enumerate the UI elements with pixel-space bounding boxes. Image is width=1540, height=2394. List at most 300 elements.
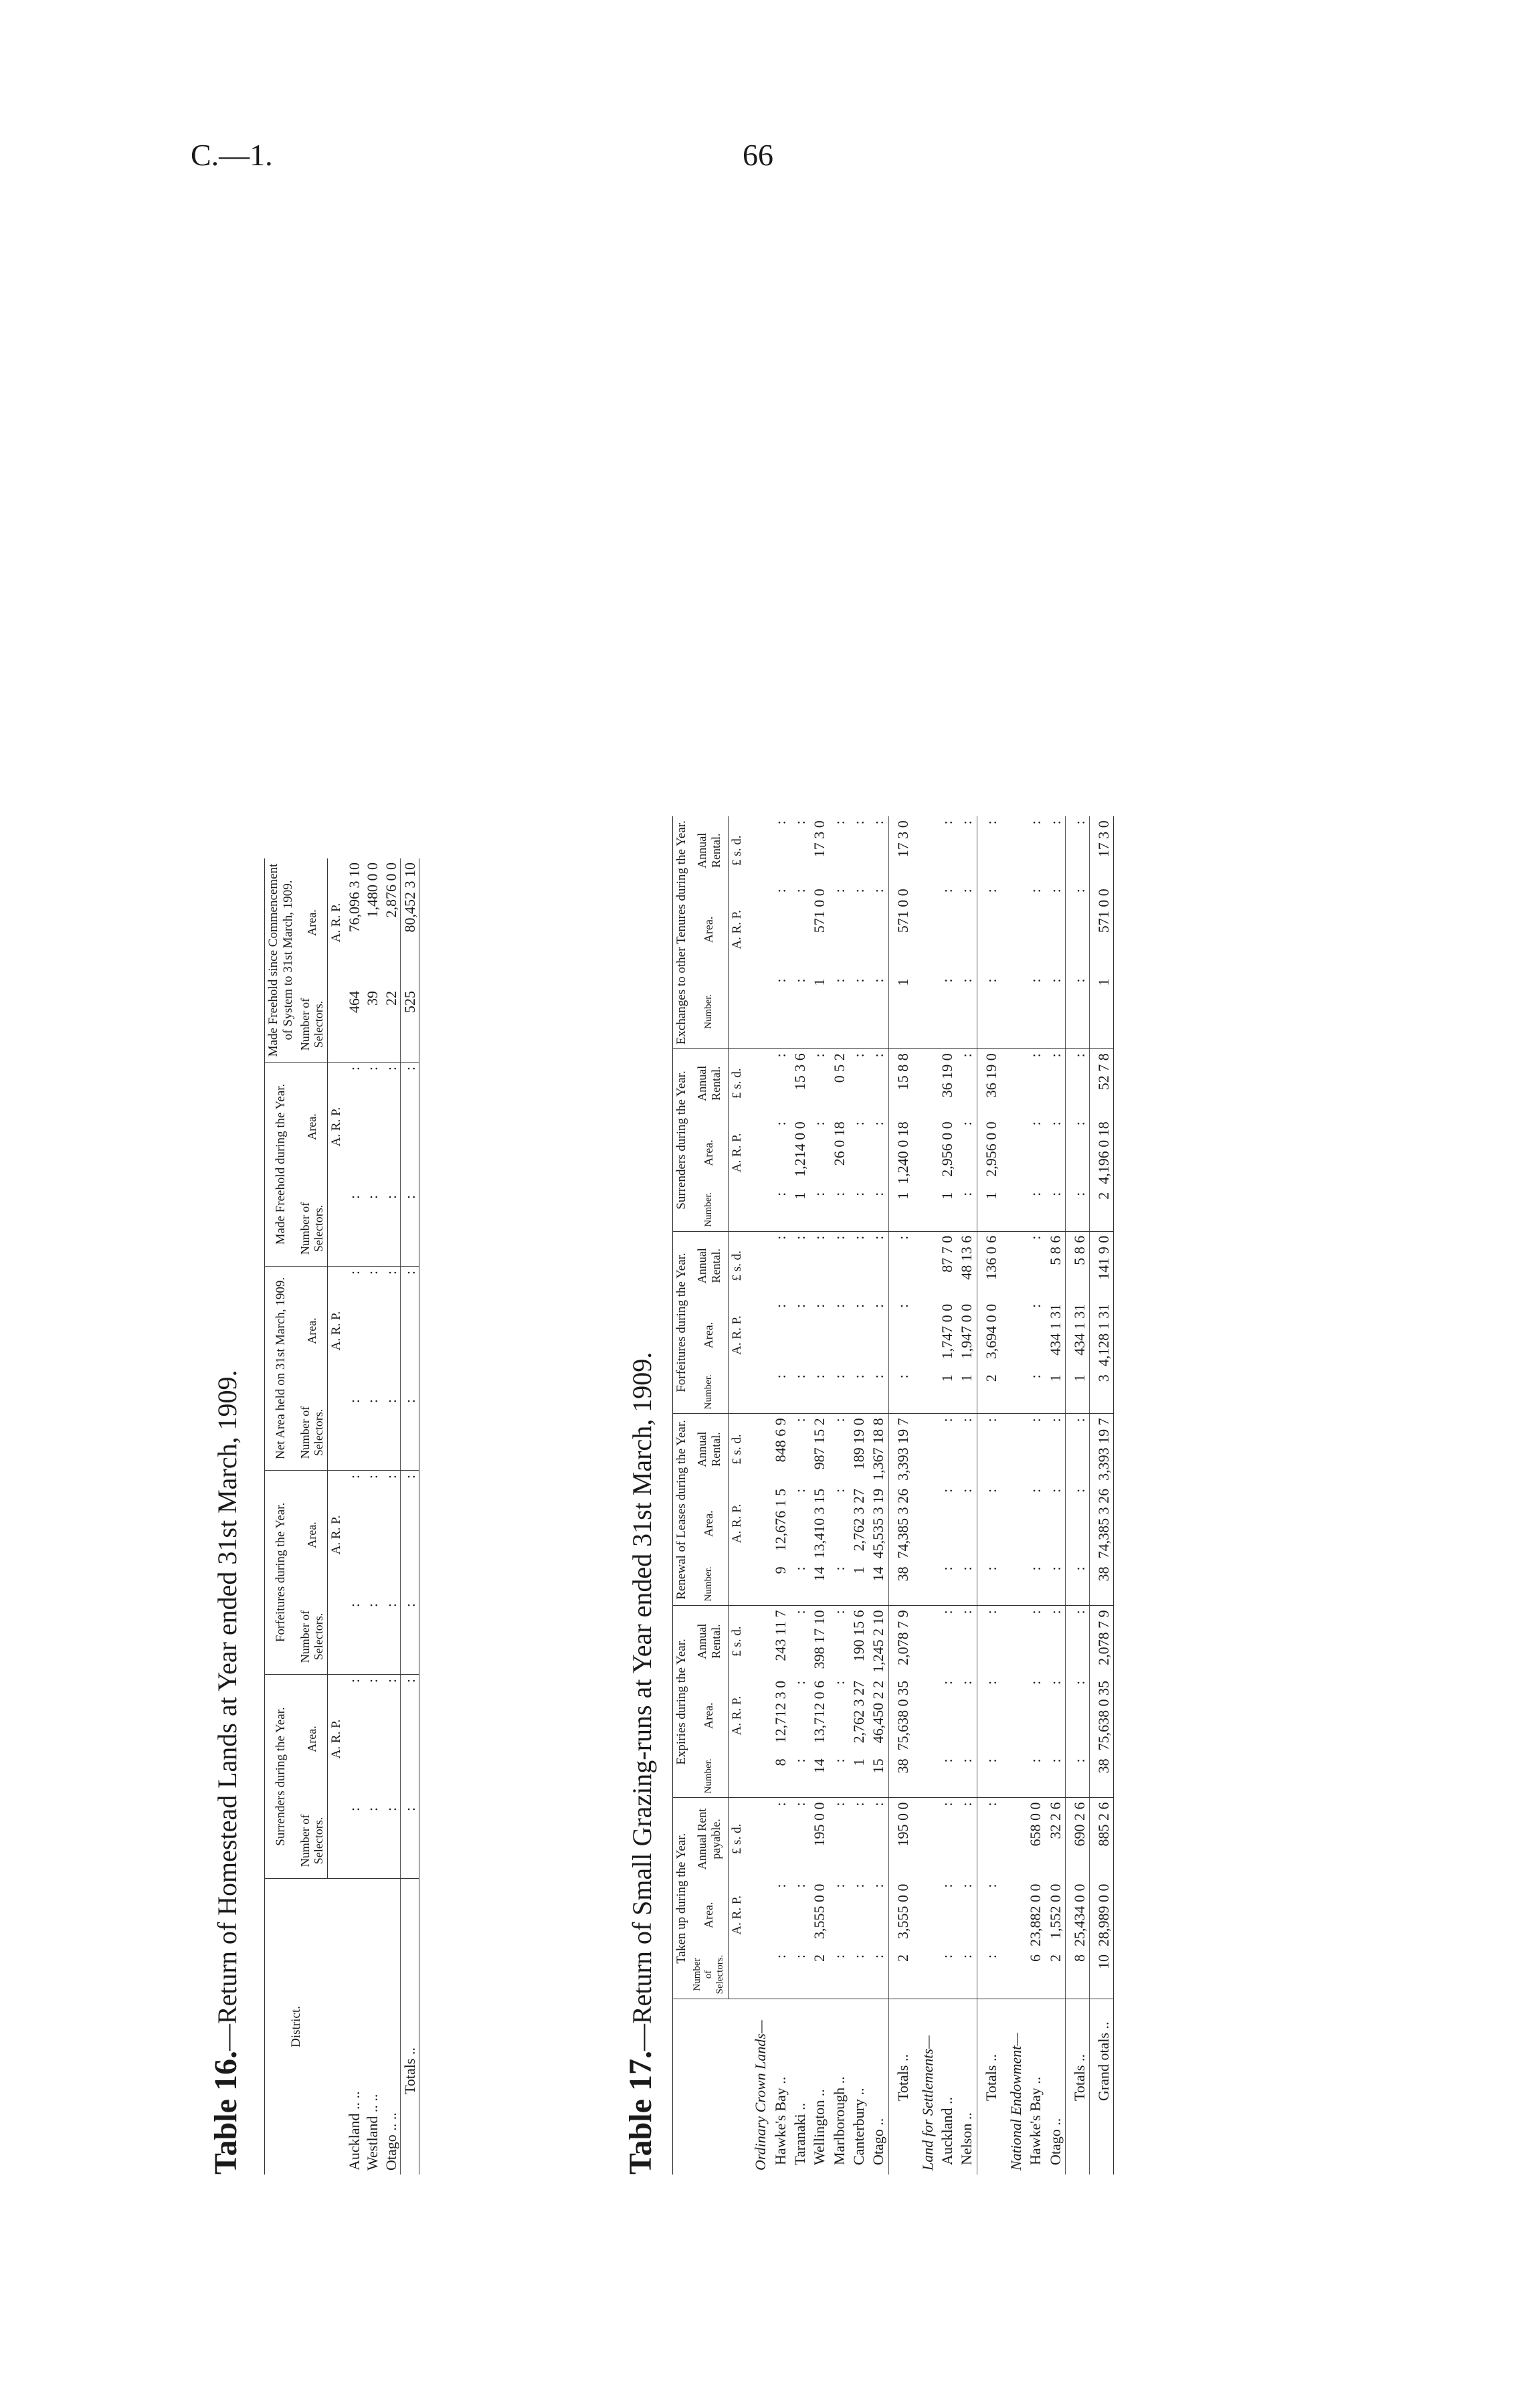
cell: :: [382, 1395, 401, 1471]
totals-label: Totals ..: [888, 1999, 912, 2175]
cell: [745, 1485, 770, 1563]
cell: [912, 816, 937, 885]
cell: 1,367 18 8: [870, 1418, 887, 1481]
cell: [912, 1049, 937, 1118]
totals-row: [977, 816, 1001, 2175]
cell: :: [1065, 1562, 1089, 1606]
th-arp: A. R. P.: [729, 1503, 744, 1544]
cell: 23,882 0 0: [1027, 1883, 1044, 1946]
cell: [1001, 1117, 1026, 1188]
cell: 1,480 0 0: [364, 862, 381, 918]
cell: :: [1026, 1562, 1045, 1606]
cell: 1: [1065, 1370, 1089, 1414]
cell: :: [830, 1754, 849, 1798]
cell: 75,638 0 35: [888, 1677, 912, 1755]
cell: :: [1065, 1049, 1089, 1118]
cell: [912, 1231, 937, 1300]
cell: :: [811, 1053, 828, 1058]
th-net-area: Net Area held on 31st March, 1909.: [265, 1267, 297, 1471]
row-name: Hawke's Bay ..: [771, 2076, 789, 2165]
cell: :: [870, 820, 887, 825]
th-annual-rental: Annual Rental.: [690, 1606, 728, 1677]
cell: :: [1027, 1121, 1044, 1126]
cell: :: [977, 1562, 1001, 1606]
th-area: Area.: [297, 858, 328, 987]
cell: :: [771, 1188, 790, 1232]
totals-row: [1065, 816, 1089, 2175]
cell: [745, 816, 770, 885]
cell: [745, 1798, 770, 1880]
cell: [1001, 1049, 1026, 1118]
table-16-prefix: Table 16.: [208, 2051, 244, 2175]
cell: :: [1027, 1488, 1044, 1493]
cell: [745, 1414, 770, 1485]
cell: :: [977, 1485, 1001, 1563]
district-name: Auckland .. ..: [345, 2091, 363, 2171]
cell: :: [363, 1599, 381, 1675]
cell: :: [382, 1599, 401, 1675]
table-16-grid: [264, 858, 419, 2175]
cell: [912, 1414, 937, 1485]
cell: 52 7 8: [1090, 1049, 1114, 1118]
cell: 36 19 0: [939, 1053, 956, 1098]
cell: :: [957, 1754, 977, 1798]
cell: [745, 1950, 770, 1999]
cell: :: [1027, 820, 1044, 825]
th-number-of-selectors: Number of Selectors.: [297, 987, 328, 1063]
cell: :: [364, 1271, 381, 1275]
section-heading-row: [745, 816, 770, 2175]
row-name: Marlborough ..: [830, 2076, 848, 2165]
cell: :: [1046, 1121, 1064, 1126]
section-heading: Land for Settlements—: [919, 2035, 936, 2171]
cell: :: [791, 889, 809, 893]
cell: :: [400, 1267, 419, 1396]
th-surrenders: Surrenders during the Year.: [673, 1049, 690, 1232]
cell: :: [977, 1414, 1001, 1485]
cell: :: [790, 1370, 809, 1414]
cell: :: [1065, 816, 1089, 885]
cell: :: [771, 1370, 790, 1414]
cell: :: [870, 1235, 887, 1240]
cell: 571 0 0: [888, 885, 912, 974]
cell: :: [363, 1803, 381, 1879]
cell: 571 0 0: [811, 889, 828, 933]
table-row: [790, 816, 809, 2175]
cell: 1,552 0 0: [1046, 1883, 1064, 1939]
th-number: Number.: [690, 975, 728, 1049]
cell: 3,694 0 0: [977, 1300, 1001, 1371]
totals-label: Totals ..: [1065, 1999, 1089, 2175]
district-name: Westland .. ..: [364, 2094, 381, 2171]
cell: :: [939, 889, 956, 893]
cell: [912, 1188, 937, 1232]
cell: :: [830, 1562, 849, 1606]
cell: 1,245 2 10: [870, 1610, 887, 1673]
th-area: Area.: [297, 1675, 328, 1804]
cell: 1,240 0 18: [888, 1117, 912, 1188]
cell: 17 3 0: [811, 820, 828, 858]
cell: :: [791, 1303, 809, 1308]
cell: 1: [937, 1188, 957, 1232]
cell: [1001, 1414, 1026, 1485]
cell: [745, 1300, 770, 1371]
cell: 17 3 0: [1090, 816, 1114, 885]
cell: :: [850, 1802, 867, 1807]
cell: 2,762 3 27: [850, 1680, 867, 1744]
cell: :: [870, 1121, 887, 1126]
cell: :: [1026, 1754, 1045, 1798]
cell: 1: [809, 975, 829, 1049]
cell: 1: [977, 1188, 1001, 1232]
th-arp: A. R. P.: [329, 903, 344, 943]
cell: [1001, 1606, 1026, 1677]
cell: :: [1065, 1606, 1089, 1677]
cell: [912, 975, 937, 1049]
th-area: Area.: [297, 1063, 328, 1192]
cell: :: [771, 1802, 789, 1807]
th-area: Area.: [297, 1267, 328, 1396]
cell: 4,128 1 31: [1090, 1300, 1114, 1371]
cell: :: [958, 1610, 975, 1615]
cell: :: [809, 1188, 829, 1232]
cell: 2,876 0 0: [382, 862, 399, 918]
th-annual-rental: Annual Rental.: [690, 816, 728, 885]
cell: :: [345, 1679, 363, 1683]
cell: :: [1027, 889, 1044, 893]
cell: [745, 885, 770, 974]
cell: :: [830, 1802, 848, 1807]
cell: :: [830, 1235, 848, 1240]
th-made-freehold-since: Made Freehold since Commencement of System to 31st March, 1909.: [265, 858, 297, 1063]
cell: :: [830, 820, 848, 825]
cell: :: [977, 885, 1001, 974]
cell: :: [850, 889, 867, 893]
cell: 2: [809, 1950, 829, 1999]
cell: :: [870, 1802, 887, 1807]
cell: :: [790, 975, 809, 1049]
th-arp: A. R. P.: [329, 1311, 344, 1351]
cell: :: [958, 1680, 975, 1685]
row-name: Canterbury ..: [850, 2088, 867, 2165]
cell: 4,196 0 18: [1090, 1117, 1114, 1188]
th-number: Number.: [690, 1188, 728, 1232]
cell: [1001, 1188, 1026, 1232]
district-name: Otago .. ..: [382, 2112, 399, 2171]
cell: 189 19 0: [850, 1418, 867, 1470]
cell: 2,762 3 27: [850, 1488, 867, 1552]
grand-totals-row: [1090, 816, 1114, 2175]
cell: :: [400, 1191, 419, 1267]
cell: :: [1065, 885, 1089, 974]
cell: 2: [888, 1950, 912, 1999]
cell: :: [811, 1235, 828, 1240]
cell: 2: [977, 1370, 1001, 1414]
th-arp: A. R. P.: [329, 1107, 344, 1147]
cell: 45,535 3 19: [870, 1488, 887, 1559]
cell: :: [958, 820, 975, 825]
cell: :: [939, 1680, 956, 1685]
cell: :: [958, 1488, 975, 1493]
cell: 5 8 6: [1046, 1235, 1064, 1265]
cell: :: [400, 1803, 419, 1879]
cell: :: [957, 1950, 977, 1999]
cell: :: [1046, 889, 1064, 893]
cell: :: [790, 1950, 809, 1999]
cell: :: [849, 1950, 868, 1999]
cell: 13,410 3 15: [811, 1488, 828, 1559]
cell: :: [870, 1303, 887, 1308]
cell: [745, 975, 770, 1049]
totals-label: Totals ..: [977, 1999, 1001, 2175]
cell: :: [400, 1675, 419, 1804]
row-name: Otago ..: [1046, 2118, 1064, 2165]
cell: :: [400, 1471, 419, 1600]
th-taken-up: Taken up during the Year.: [673, 1798, 690, 1999]
cell: :: [830, 889, 848, 893]
cell: :: [977, 1677, 1001, 1755]
cell: :: [939, 1883, 956, 1888]
th-number-of-selectors: Number of Selectors.: [690, 1950, 728, 1999]
th-forfeitures: Forfeitures during the Year.: [265, 1471, 297, 1675]
cell: :: [957, 975, 977, 1049]
cell: 9: [771, 1562, 790, 1606]
cell: :: [790, 1562, 809, 1606]
cell: :: [888, 1370, 912, 1414]
cell: [1001, 1231, 1026, 1300]
table-row: [830, 816, 849, 2175]
cell: [912, 1798, 937, 1880]
totals-label: Totals ..: [400, 1879, 419, 2175]
cell: :: [850, 1053, 867, 1058]
cell: :: [364, 1067, 381, 1071]
cell: 14: [868, 1562, 888, 1606]
th-arp: A. R. P.: [329, 1515, 344, 1555]
cell: [745, 1677, 770, 1755]
cell: 3,393 19 7: [1090, 1414, 1114, 1485]
cell: 28,989 0 0: [1090, 1880, 1114, 1951]
cell: :: [977, 1754, 1001, 1798]
cell: :: [1026, 1370, 1045, 1414]
cell: :: [1065, 1117, 1089, 1188]
cell: :: [791, 1488, 809, 1493]
section-heading: Ordinary Crown Lands—: [752, 2020, 769, 2171]
cell: :: [937, 1562, 957, 1606]
cell: 987 15 2: [811, 1418, 828, 1470]
cell: [745, 1754, 770, 1798]
cell: :: [400, 1395, 419, 1471]
cell: :: [771, 975, 790, 1049]
th-area: Area.: [297, 1471, 328, 1600]
totals-row: [400, 858, 419, 2175]
cell: :: [868, 1950, 888, 1999]
cell: :: [1046, 1053, 1064, 1058]
cell: 190 15 6: [850, 1610, 867, 1662]
cell: :: [1046, 1418, 1064, 1422]
cell: [745, 1188, 770, 1232]
cell: :: [977, 1880, 1001, 1951]
cell: :: [977, 1950, 1001, 1999]
cell: :: [771, 1053, 789, 1058]
cell: :: [1026, 975, 1045, 1049]
cell: :: [1046, 1680, 1064, 1685]
cell: :: [958, 1802, 975, 1807]
cell: :: [888, 1300, 912, 1371]
table-16: [207, 858, 419, 2175]
cell: :: [830, 1488, 848, 1493]
cell: 2,956 0 0: [977, 1117, 1001, 1188]
cell: 464: [345, 987, 363, 1063]
cell: 398 17 10: [811, 1610, 828, 1669]
cell: [912, 1300, 937, 1371]
cell: :: [382, 1803, 401, 1879]
cell: 17 3 0: [888, 816, 912, 885]
cell: :: [977, 1798, 1001, 1880]
cell: :: [830, 1950, 849, 1999]
section-heading-row: [1001, 816, 1026, 2175]
cell: :: [958, 889, 975, 893]
cell: 136 0 6: [977, 1231, 1001, 1300]
rotated-content: [194, 167, 1358, 2175]
cell: 1: [1090, 975, 1114, 1049]
table-row: [771, 816, 790, 2175]
row-name: Otago ..: [870, 2118, 887, 2165]
cell: :: [1046, 1610, 1064, 1615]
th-annual-rent-payable: Annual Rent payable.: [690, 1798, 728, 1880]
cell: [1001, 1370, 1026, 1414]
cell: 39: [363, 987, 381, 1063]
section-heading-row: [912, 816, 937, 2175]
cell: :: [345, 1599, 363, 1675]
cell: 80,452 3 10: [400, 858, 419, 987]
th-arp: A. R. P.: [729, 1133, 744, 1173]
table-row: [363, 858, 381, 2175]
th-district: District.: [288, 2006, 303, 2047]
cell: 74,385 3 26: [1090, 1485, 1114, 1563]
cell: :: [771, 889, 789, 893]
th-number-of-selectors: Number of Selectors.: [297, 1395, 328, 1471]
cell: :: [868, 1370, 888, 1414]
cell: 12,712 3 0: [771, 1680, 789, 1744]
page-number: 66: [743, 138, 773, 172]
cell: 14: [809, 1754, 829, 1798]
cell: :: [939, 1418, 956, 1422]
cell: 26 0 18: [830, 1121, 848, 1166]
totals-row: [888, 816, 912, 2175]
cell: 14: [809, 1562, 829, 1606]
cell: :: [958, 1121, 975, 1126]
cell: 1,747 0 0: [939, 1303, 956, 1360]
cell: :: [771, 1235, 789, 1240]
cell: 434 1 31: [1065, 1300, 1089, 1371]
cell: :: [1027, 1053, 1044, 1058]
cell: :: [1065, 1414, 1089, 1485]
cell: :: [363, 1191, 381, 1267]
cell: 22: [382, 987, 401, 1063]
cell: :: [939, 1802, 956, 1807]
cell: :: [830, 1883, 848, 1888]
cell: [1001, 1300, 1026, 1371]
cell: :: [1046, 1188, 1066, 1232]
cell: :: [830, 975, 849, 1049]
cell: :: [868, 975, 888, 1049]
cell: 1: [790, 1188, 809, 1232]
table-16-title-text: —Return of Homestead Lands at Year ended 31st March, 1909.: [212, 1370, 242, 2051]
cell: 13,712 0 6: [811, 1680, 828, 1744]
cell: :: [1046, 1754, 1066, 1798]
cell: 46,450 2 2: [870, 1680, 887, 1744]
cell: :: [830, 1303, 848, 1308]
th-made-freehold: Made Freehold during the Year.: [265, 1063, 297, 1267]
cell: 8: [1065, 1950, 1089, 1999]
cell: :: [771, 1883, 789, 1888]
th-area: Area.: [690, 1485, 728, 1563]
cell: 1: [888, 975, 912, 1049]
cell: :: [939, 1610, 956, 1615]
cell: 658 0 0: [1027, 1802, 1044, 1847]
table-row: [1046, 816, 1066, 2175]
cell: :: [1026, 1188, 1045, 1232]
cell: :: [849, 1188, 868, 1232]
table-row: [849, 816, 868, 2175]
table-row: [957, 816, 977, 2175]
cell: [1001, 1754, 1026, 1798]
cell: :: [1046, 1488, 1064, 1493]
cell: 12,676 1 5: [771, 1488, 789, 1552]
cell: :: [791, 1418, 809, 1422]
cell: :: [850, 1883, 867, 1888]
cell: 571 0 0: [1090, 885, 1114, 974]
table-row: [1026, 816, 1045, 2175]
cell: 1,947 0 0: [958, 1303, 975, 1360]
cell: :: [1027, 1303, 1044, 1308]
cell: 15 8 8: [888, 1049, 912, 1118]
cell: 2: [1090, 1188, 1114, 1232]
th-lsd: £ s. d.: [729, 1823, 744, 1855]
cell: [912, 1677, 937, 1755]
th-arp: A. R. P.: [329, 1719, 344, 1759]
cell: :: [791, 1680, 809, 1685]
row-name: Hawke's Bay ..: [1027, 2076, 1044, 2165]
cell: :: [382, 1067, 399, 1071]
cell: [1001, 1485, 1026, 1563]
cell: 3,393 19 7: [888, 1414, 912, 1485]
cell: :: [382, 1475, 399, 1479]
cell: :: [870, 889, 887, 893]
cell: :: [791, 1883, 809, 1888]
th-arp: A. R. P.: [729, 1695, 744, 1736]
th-arp: A. R. P.: [729, 1315, 744, 1355]
cell: [1001, 1880, 1026, 1951]
cell: 3,555 0 0: [811, 1883, 828, 1939]
table-17-title-text: —Return of Small Grazing-runs at Year ended 31st March, 1909.: [627, 1352, 657, 2051]
cell: :: [771, 1121, 789, 1126]
cell: :: [400, 1599, 419, 1675]
th-number-of-selectors: Number of Selectors.: [297, 1599, 328, 1675]
table-row: [382, 858, 401, 2175]
cell: :: [868, 1188, 888, 1232]
cell: :: [771, 820, 789, 825]
cell: :: [830, 1370, 849, 1414]
cell: 1: [849, 1562, 868, 1606]
cell: :: [811, 1303, 828, 1308]
cell: 2,078 7 9: [888, 1606, 912, 1677]
cell: :: [1046, 975, 1066, 1049]
th-number: Number.: [690, 1562, 728, 1606]
cell: :: [1027, 1610, 1044, 1615]
table-16-title: [207, 858, 244, 2175]
cell: :: [1065, 1485, 1089, 1563]
